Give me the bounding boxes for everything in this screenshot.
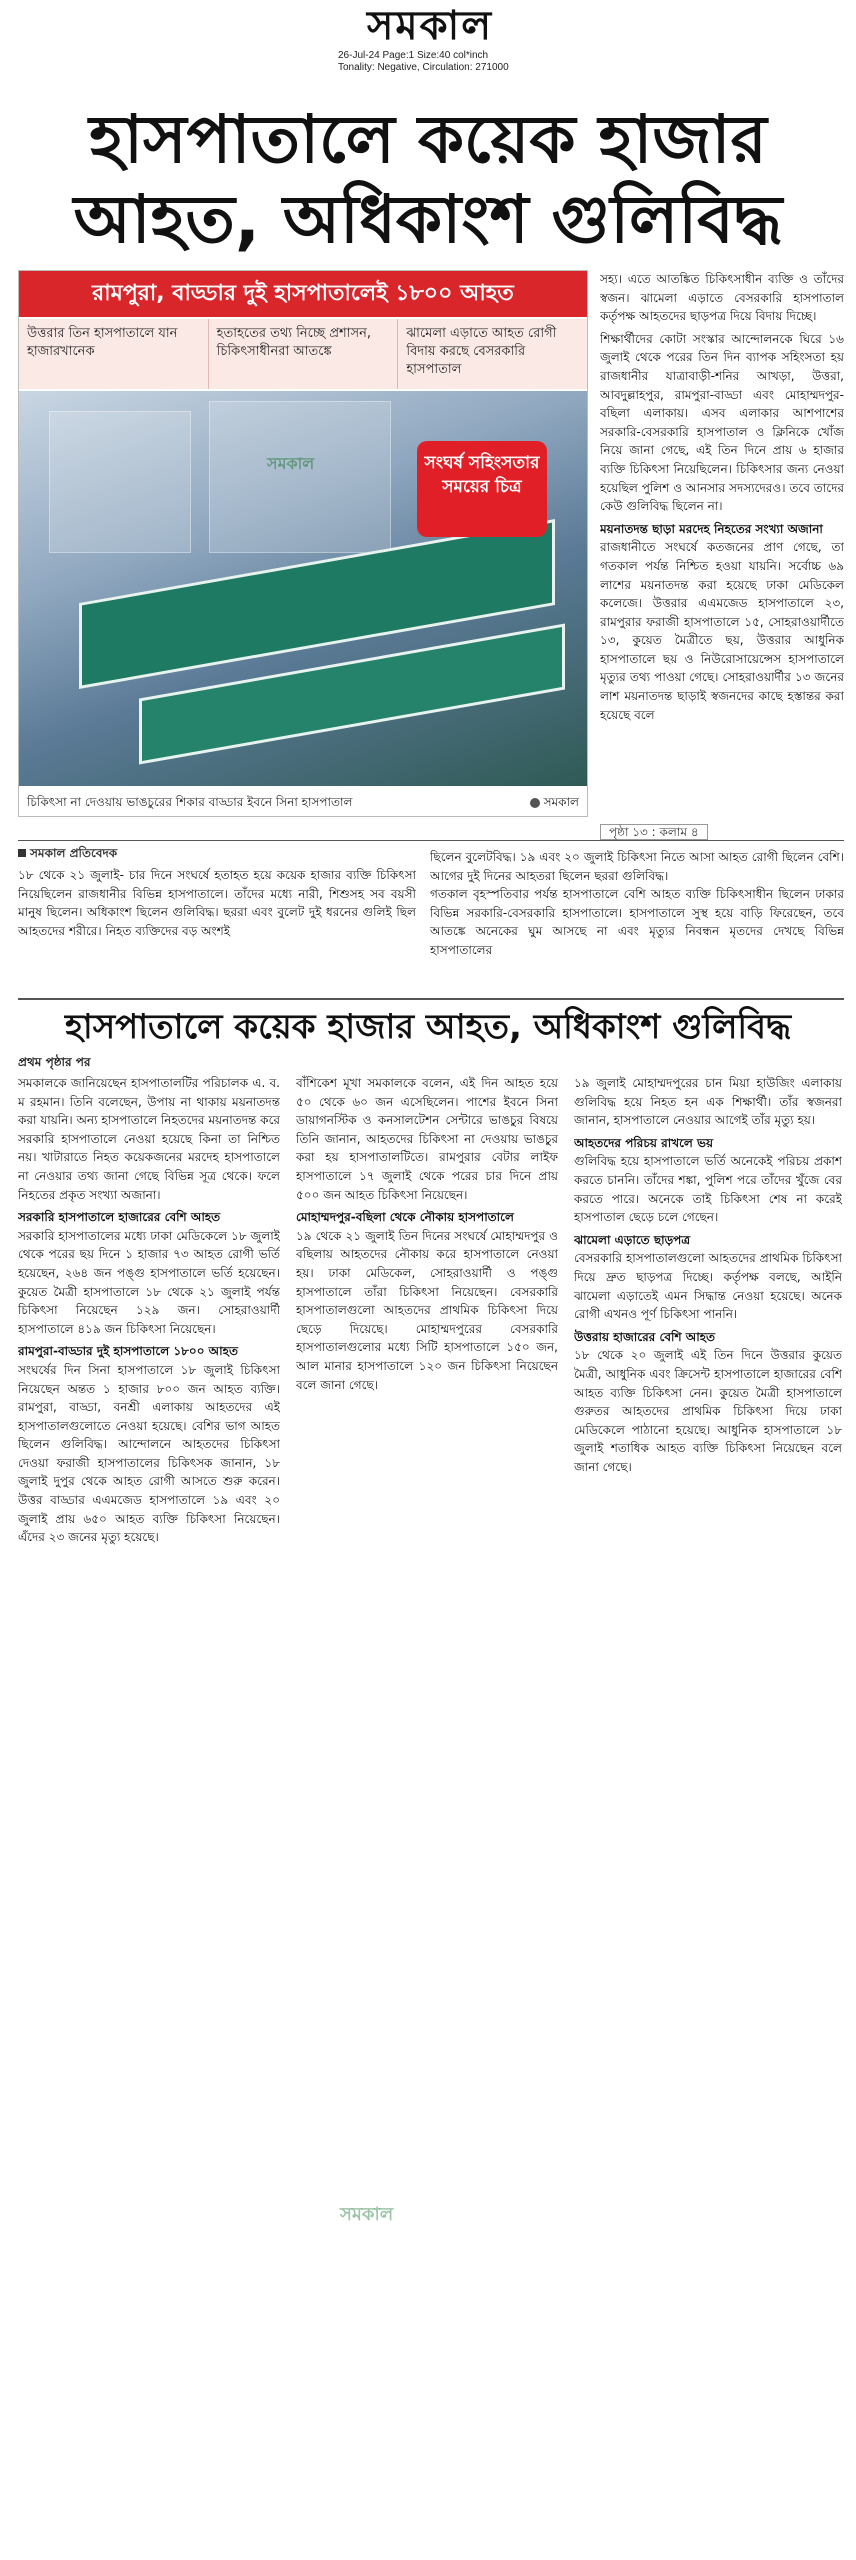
masthead bbox=[0, 0, 856, 90]
camera-icon bbox=[530, 798, 540, 808]
photo-watermark: সমকাল bbox=[267, 454, 315, 473]
paragraph: শিক্ষার্থীদের কোটা সংস্কার আন্দোলনকে ঘিরে ১৬ জুলাই থেকে পরের তিন দিন ব্যাপক সহিংসতা হয় রাজধানীর যাত্রাবাড়ী-শনির আখড়া, উত্তরা, আবদুল্লাহপুর, রামপুরা-বাড্ডা এবং মোহাম্মদপুর-বছিলা এলাকায়। এসব এলাকার আশপাশের সরকারি-বেসরকারি হাসপাতাল ও ক্লিনিকে খোঁজ নিয়ে জানা গেছে, এই তিন দিনে প্রায় ৬ হাজার ব্যক্তি চিকিৎসা নিয়েছিলেন। চিকিৎসার জন্য নেওয়া হয়েছিল পুলিশ ও আনসার সদস্যদেরও। তবে তাদের কেউ গুলিবিদ্ধ ছিলেন না। bbox=[600, 331, 844, 514]
continuation-column-2 bbox=[296, 1074, 558, 2544]
hospital-photo bbox=[19, 391, 587, 786]
divider bbox=[18, 998, 844, 1000]
clip-info-line: 26-Jul-24 Page:1 Size:40 col*inch bbox=[338, 50, 489, 61]
clip-info bbox=[338, 50, 598, 74]
photo-credit: সমকাল bbox=[543, 795, 579, 809]
photo-block bbox=[18, 270, 588, 817]
subhead: মোহাম্মদপুর-বছিলা থেকে নৌকায় হাসপাতালে bbox=[296, 1210, 514, 1225]
photo-caption: চিকিৎসা না দেওয়ায় ভাঙচুরের শিকার বাড্ডার ইবনে সিনা হাসপাতাল bbox=[27, 795, 353, 809]
byline-text: সমকাল প্রতিবেদক bbox=[30, 846, 118, 860]
photo-subheads bbox=[19, 319, 587, 389]
continuation-column-3 bbox=[574, 1074, 842, 2544]
building-shape bbox=[49, 411, 191, 553]
photo-caption-row bbox=[27, 791, 579, 813]
paragraph: সরকারি হাসপাতালের মধ্যে ঢাকা মেডিকেলে ১৮ জুলাই থেকে পরের ছয় দিনে ১ হাজার ৭৩ আহত রোগী ভর্তি হয়েছেন, ২৬৪ জন পঙ্গু হাসপাতালে ভর্তি হয়েছেন। কুয়েত মৈত্রী হাসপাতালে ১৮ থেকে ২১ জুলাই পর্যন্ত চিকিৎসা নিয়েছেন ১২৯ জন। সোহরাওয়ার্দী হাসপাতালে ৪১৯ জন চিকিৎসা নিয়েছেন। bbox=[18, 1228, 280, 1336]
square-bullet-icon bbox=[18, 849, 26, 857]
paragraph: ১৯ থেকে ২১ জুলাই তিন দিনের সংঘর্ষে মোহাম্মদপুর ও বছিলায় আহতদের নৌকায় করে হাসপাতালে নেওয়া হয়। ঢাকা মেডিকেল, সোহরাওয়ার্দী ও পঙ্গু হাসপাতালে তাঁরা চিকিৎসা নিয়েছেন। বেসরকারি হাসপাতালগুলো আহতদের প্রাথমিক চিকিৎসা দিয়ে ছেড়ে দিয়েছে। মোহাম্মদপুরের বেসরকারি হাসপাতালগুলোর মধ্যে সিটি হাসপাতালে ১৫০ জন, আল মানার হাসপাতালে ১২০ জন চিকিৎসা নিয়েছেন বলে জানা গেছে। bbox=[296, 1228, 558, 1392]
subhead: উত্তরায় হাজারের বেশি আহত bbox=[574, 1329, 716, 1344]
right-column bbox=[600, 270, 844, 830]
paragraph: বেসরকারি হাসপাতালগুলো আহতদের প্রাথমিক চিকিৎসা দিয়ে দ্রুত ছাড়পত্র দিচ্ছে। কর্তৃপক্ষ বলছে, আইনি ঝামেলা এড়াতেই এমন সিদ্ধান্ত নেওয়া হয়েছে। অনেক রোগী এখনও পূর্ণ চিকিৎসা পাননি। bbox=[574, 1251, 842, 1322]
paragraph: ১৮ থেকে ২০ জুলাই এই তিন দিনে উত্তরার কুয়েত মৈত্রী, আধুনিক এবং ক্রিসেন্ট হাসপাতালে হাজারের বেশি আহত ব্যক্তি চিকিৎসা নেন। কুয়েত মৈত্রী হাসপাতালে গুরুতর আহতদের প্রাথমিক চিকিৎসা দিয়ে ঢাকা মেডিকেলে পাঠানো হয়েছে। আধুনিক হাসপাতালে ১৮ জুলাই শতাধিক আহত ব্যক্তি চিকিৎসা নিয়েছেন বলে জানা গেছে। bbox=[574, 1348, 842, 1474]
page-watermark: সমকাল bbox=[340, 2204, 394, 2225]
byline bbox=[18, 845, 117, 865]
photo-banner: রামপুরা, বাড্ডার দুই হাসপাতালেই ১৮০০ আহত bbox=[19, 271, 587, 317]
subhead: রামপুরা-বাড্ডার দুই হাসপাতালে ১৮০০ আহত bbox=[18, 1344, 238, 1359]
paragraph: সংঘর্ষের দিন সিনা হাসপাতালে ১৮ জুলাই চিকিৎসা নিয়েছেন অন্তত ১ হাজার ৮০০ জন আহত ব্যক্তি। রামপুরা, বাড্ডা, বনশ্রী এলাকায় আহতদের এই হাসপাতালগুলোতে নেওয়া হয়েছে। বেশির ভাগ আহত ছিলেন গুলিবিদ্ধ। আন্দোলনে আহতদের চিকিৎসা দেওয়া ফরাজী হাসপাতালের চিকিৎসক জানান, ১৮ জুলাই দুপুর থেকে আহত রোগী আসতে শুরু করেন। উত্তর বাড্ডার এএমজেড হাসপাতালে ১৯ এবং ২০ জুলাই প্রায় ৬৫০ আহত ব্যক্তি চিকিৎসা নিয়েছেন। এঁদের ২৩ জনের মৃত্যু হয়েছে। bbox=[18, 1362, 280, 1545]
photo-credit-wrap bbox=[530, 791, 579, 813]
subhead: ঝামেলা এড়াতে ছাড়পত্র bbox=[574, 1232, 691, 1247]
subhead: আহতদের পরিচয় রাখলে ভয় bbox=[574, 1135, 714, 1150]
paragraph: গতকাল বৃহস্পতিবার পর্যন্ত হাসপাতালে বেশি আহত ব্যক্তি চিকিৎসাধীন ছিলেন ঢাকার বিভিন্ন সরকারি-বেসরকারি হাসপাতালে। হাসপাতালে সুস্থ হয়ে বাড়ি ফিরেছেন, তবে আতঙ্কে অনেকের ঘুম আসছে না এবং মৃত্যুর নিবন্ধন মৃতদের দেখছে বিভিন্ন হাসপাতালের bbox=[430, 887, 844, 957]
continuation-column-1 bbox=[18, 1074, 280, 2544]
paragraph: সমকালকে জানিয়েছেন হাসপাতালটির পরিচালক এ. ব. ম রহমান। তিনি বলেছেন, উপায় না থাকায় ময়নাতদন্ত করা যায়নি। অন্য হাসপাতালে নিহতদের ময়নাতদন্ত করে সরকারি হাসপাতালে নেওয়া হয়েছে কিনা তা নিশ্চিত নয়। খাটারাতে নিহত কয়েকজনের মরদেহ হাসপাতালে না নেওয়ার তথ্য জানা গেছে বিভিন্ন সূত্র থেকে। ফলে নিহতের প্রকৃত সংখ্যা অজানা। bbox=[18, 1076, 280, 1202]
paragraph: বাঁশিকেশ মূখা সমকালকে বলেন, এই দিন আহত হয়ে ৫০ থেকে ৬০ জন এসেছিলেন। পাশের ইবনে সিনা ডায়াগনস্টিক ও কনসালটেশন সেন্টারে ভাঙচুর বিষয়ে তিনি জানান, আহতদের চিকিৎসা না দেওয়ায় ভাঙচুর করা হয় হাসপাতালটিতে। রামপুরার বেটার লাইফ হাসপাতালে ১৭ জুলাই থেকে পরের চার দিনে প্রায় ৫০০ জন আহত চিকিৎসা নিয়েছেন। bbox=[296, 1076, 558, 1202]
subhead: সরকারি হাসপাতালে হাজারের বেশি আহত bbox=[18, 1210, 221, 1225]
page-reference bbox=[600, 822, 844, 842]
photo-subhead: হতাহতের তথ্য নিচ্ছে প্রশাসন, চিকিৎসাধীনরা আতঙ্কে bbox=[209, 319, 399, 389]
paragraph: গুলিবিদ্ধ হয়ে হাসপাতালে ভর্তি অনেকেই পরিচয় প্রকাশ করতে চাননি। তাঁদের শঙ্কা, পুলিশ পরে তাঁদের খুঁজে বের করতে পারে। অনেকে তাই চিকিৎসা শেষ না করেই হাসপাতাল ছেড়ে চলে গেছেন। bbox=[574, 1154, 842, 1225]
paragraph: ১৯ জুলাই মোহাম্মদপুরের চান মিয়া হাউজিং এলাকায় গুলিবিদ্ধ হয়ে নিহত হন এক শিক্ষার্থী। তাঁর স্বজনরা জানান, হাসপাতালে নেওয়ার আগেই তাঁর মৃত্যু হয়। bbox=[574, 1076, 842, 1128]
photo-badge: সংঘর্ষ সহিংসতার সময়ের চিত্র bbox=[417, 441, 547, 537]
continuation-headline: হাসপাতালে কয়েক হাজার আহত, অধিকাংশ গুলিবিদ্ধ bbox=[64, 1007, 791, 1047]
paragraph: রাজধানীতে সংঘর্ষে কতজনের প্রাণ গেছে, তা গতকাল পর্যন্ত নিশ্চিত হওয়া যায়নি। সর্বোচ্চ ৬৯ লাশের ময়নাতদন্ত করা হয়েছে ঢাকা মেডিকেল কলেজে। উত্তরার এএমজেড হাসপাতালে ২৩, রামপুরার ফরাজী হাসপাতালে ১৫, সোহরাওয়ার্দীতে ১৩, কুয়েত মৈত্রীতে ছয়, উত্তরার আধুনিক হাসপাতালে ছয় ও নিউরোসায়েন্সেস হাসপাতালে মৃত্যুর তথ্য পাওয়া গেছে। সোহরাওয়ার্দীর ১৩ জনের লাশ ময়নাতদন্ত ছাড়াই স্বজনদের কাছে হস্তান্তর করা হয়েছে বলে bbox=[600, 540, 844, 722]
photo-subhead: উত্তরার তিন হাসপাতালে যান হাজারখানেক bbox=[19, 319, 209, 389]
newspaper-logo: সমকাল bbox=[366, 2, 494, 49]
paragraph: সহ্য। এতে আতঙ্কিত চিকিৎসাধীন ব্যক্তি ও তাঁদের স্বজন। ঝামেলা এড়াতে বেসরকারি হাসপাতাল কর্তৃপক্ষ আহতদের ছাড়পত্র দিয়ে বিদায় দিচ্ছে। bbox=[600, 272, 844, 324]
continued-from: প্রথম পৃষ্ঠার পর bbox=[18, 1055, 91, 1069]
main-headline: হাসপাতালে কয়েক হাজার আহত, অধিকাংশ গুলিবিদ্ধ bbox=[73, 101, 783, 258]
paragraph: ছিলেন বুলেটবিদ্ধ। ১৯ এবং ২০ জুলাই চিকিৎসা নিতে আসা আহত রোগী ছিলেন বেশি। আগের দুই দিনের আহতরা ছিলেন ছররা গুলিবিদ্ধ। bbox=[430, 850, 844, 883]
subhead: ময়নাতদন্ত ছাড়া মরদেহ নিহতের সংখ্যা অজানা bbox=[600, 521, 823, 536]
front-column-1: ১৮ থেকে ২১ জুলাই- চার দিনে সংঘর্ষে হতাহত হয়ে কয়েক হাজার ব্যক্তি চিকিৎসা নিয়েছিলেন রাজধানীর বিভিন্ন হাসপাতালে। তাঁদের মধ্যে নারী, শিশুসহ সব বয়সী মানুষ ছিলেন। অধিকাংশ ছিলেন গুলিবিদ্ধ। ছররা এবং বুলেট দুই ধরনের গুলিই ছিল আহতদের শরীরে। নিহত ব্যক্তিদের বড় অংশই bbox=[18, 868, 416, 938]
page-reference-label: পৃষ্ঠা ১৩ : কলাম ৪ bbox=[600, 824, 708, 840]
photo-subhead: ঝামেলা এড়াতে আহত রোগী বিদায় করছে বেসরকারি হাসপাতাল bbox=[406, 326, 557, 377]
clip-info-line: Tonality: Negative, Circulation: 271000 bbox=[338, 62, 509, 73]
front-column-2 bbox=[430, 848, 844, 992]
divider bbox=[18, 840, 844, 841]
